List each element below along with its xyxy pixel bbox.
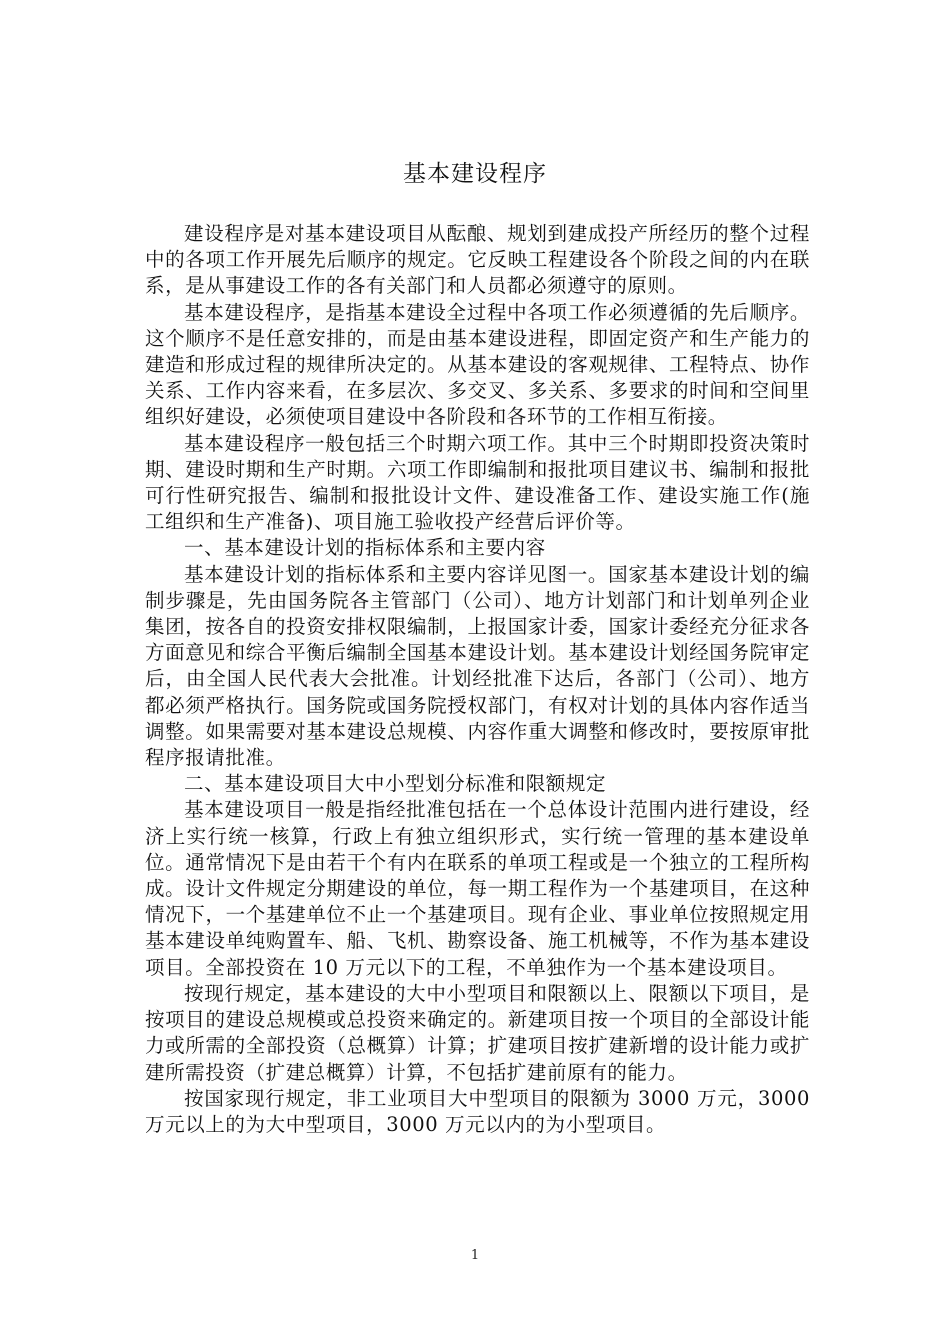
section-heading-1: 一、基本建设计划的指标体系和主要内容 [184, 536, 546, 560]
paragraph-limit-amount: 按国家现行规定，非工业项目大中型项目的限额为 3000 万元，3000 万元以上的为大中型项目，3000 万元以内的为小型项目。 [145, 1086, 810, 1136]
paragraph-project-definition: 基本建设项目一般是指经批准包括在一个总体设计范围内进行建设，经济上实行统一核算，行政上有独立组织形式，实行统一管理的基本建设单位。通常情况下是由若干个有内在联系的单项工程或是一个独立的工程所构成。设计文件规定分期建设的单位，每一期工程作为一个基建项目，在这种情况下，一个基建单位不止一个基建项目。现有企业、事业单位按照规定用基本建设单纯购置车、船、飞机、勘察设备、施工机械等，不作为基本建设项目。全部投资在 10 万元以下的工程，不单独作为一个基本建设项目。 [145, 798, 810, 979]
paragraph-plan-indicators: 基本建设计划的指标体系和主要内容详见图一。国家基本建设计划的编制步骤是，先由国务院各主管部门（公司）、地方计划部门和计划单列企业集团，按各自的投资安排权限编制，上报国家计委，国家计委经充分征求各方面意见和综合平衡后编制全国基本建设计划。基本建设计划经国务院审定后，由全国人民代表大会批准。计划经批准下达后，各部门（公司）、地方都必须严格执行。国务院或国务院授权部门，有权对计划的具体内容作适当调整。如果需要对基本建设总规模、内容作重大调整和修改时，要按原审批程序报请批准。 [145, 562, 810, 770]
paragraph-definition: 基本建设程序，是指基本建设全过程中各项工作必须遵循的先后顺序。这个顺序不是任意安排的，而是由基本建设进程，即固定资产和生产能力的建造和形成过程的规律所决定的。从基本建设的客观规律、工程特点、协作关系、工作内容来看，在多层次、多交叉、多关系、多要求的时间和空间里组织好建设，必须使项目建设中各阶段和各环节的工作相互衔接。 [145, 300, 810, 429]
document-title: 基本建设程序 [403, 161, 547, 187]
page-number: 1 [470, 1248, 480, 1263]
section-heading-2: 二、基本建设项目大中小型划分标准和限额规定 [184, 772, 607, 796]
paragraph-intro: 建设程序是对基本建设项目从酝酿、规划到建成投产所经历的整个过程中的各项工作开展先后顺序的规定。它反映工程建设各个阶段之间的内在联系，是从事建设工作的各有关部门和人员都必须遵守的原则。 [145, 222, 810, 298]
document-body [145, 221, 810, 1138]
paragraph-size-classification: 按现行规定，基本建设的大中小型项目和限额以上、限额以下项目，是按项目的建设总规模或总投资来确定的。新建项目按一个项目的全部设计能力或所需的全部投资（总概算）计算；扩建项目按扩建新增的设计能力或扩建所需投资（扩建总概算）计算，不包括扩建前原有的能力。 [145, 981, 810, 1084]
paragraph-three-periods: 基本建设程序一般包括三个时期六项工作。其中三个时期即投资决策时期、建设时期和生产时期。六项工作即编制和报批项目建议书、编制和报批可行性研究报告、编制和报批设计文件、建设准备工作、建设实施工作(施工组织和生产准备)、项目施工验收投产经营后评价等。 [145, 431, 810, 534]
